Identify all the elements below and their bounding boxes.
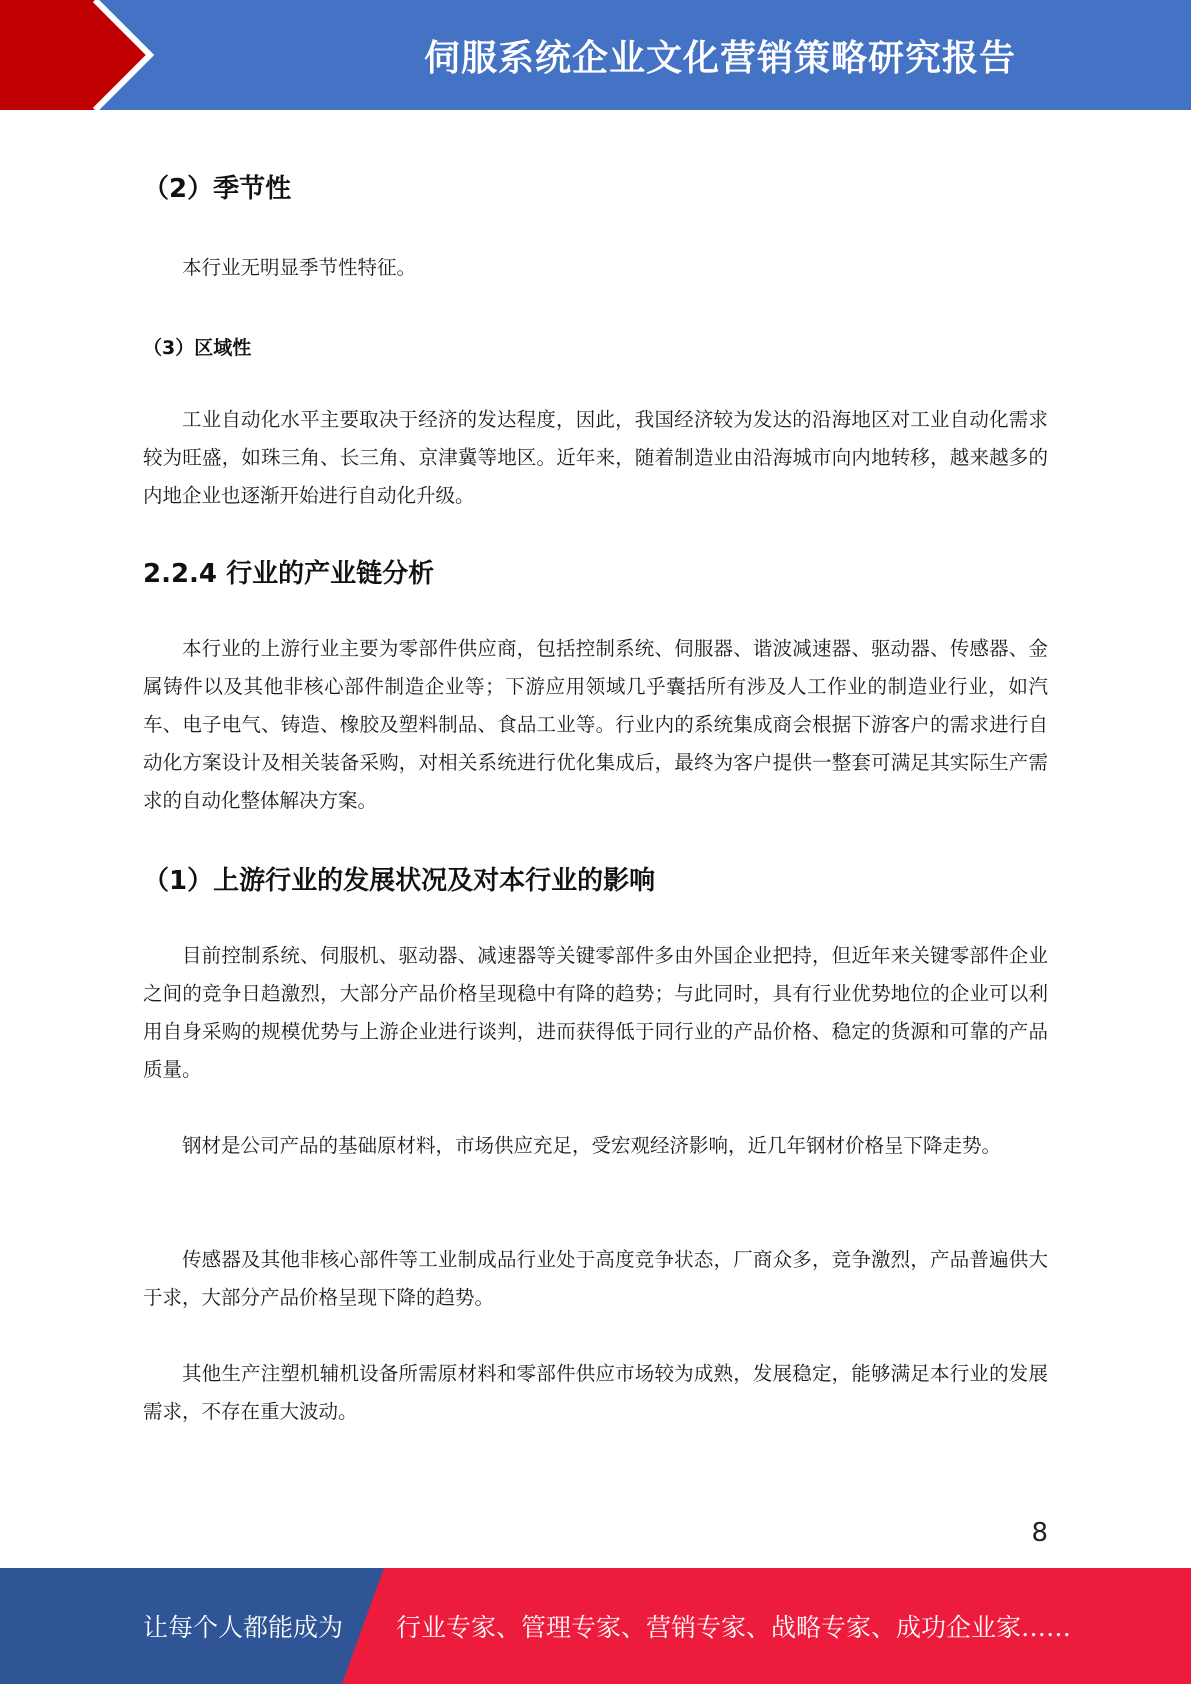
paragraph-upstream-4: 其他生产注塑机辅机设备所需原材料和零部件供应市场较为成熟，发展稳定，能够满足本行业的发展需求，不存在重大波动。 [143,1362,1048,1423]
page-number: 8 [1031,1518,1048,1548]
document-title: 伺服系统企业文化营销策略研究报告 [423,37,1016,79]
footer-banner [0,1568,1191,1684]
paragraph-industry-chain: 本行业的上游行业主要为零部件供应商，包括控制系统、伺服器、谐波减速器、驱动器、传感器、金属铸件以及其他非核心部件制造企业等；下游应用领域几乎囊括所有涉及人工作业的制造业行业，如汽车、电子电气、铸造、橡胶及塑料制品、食品工业等。行业内的系统集成商会根据下游客户的需求进行自动化方案设计及相关装备采购，对相关系统进行优化集成后，最终为客户提供一整套可满足其实际生产需求的自动化整体解决方案。 [143,637,1048,812]
paragraph-regional: 工业自动化水平主要取决于经济的发达程度，因此，我国经济较为发达的沿海地区对工业自动化需求较为旺盛，如珠三角、长三角、京津冀等地区。近年来，随着制造业由沿海城市向内地转移，越来越多的内地企业也逐渐开始进行自动化升级。 [143,408,1048,507]
footer-slogan-right: 行业专家、管理专家、营销专家、战略专家、成功企业家…… [396,1613,1072,1642]
heading-upstream: （1）上游行业的发展状况及对本行业的影响 [143,866,656,896]
paragraph-upstream-2: 钢材是公司产品的基础原材料，市场供应充足，受宏观经济影响，近几年钢材价格呈下降走势。 [182,1134,1002,1157]
footer-slogan-left: 让每个人都能成为 [143,1613,344,1642]
heading-industry-chain: 2.2.4 行业的产业链分析 [143,559,435,589]
header-banner [0,0,1191,110]
heading-seasonality: （2）季节性 [143,174,292,204]
paragraph-upstream-1: 目前控制系统、伺服机、驱动器、减速器等关键零部件多由外国企业把持，但近年来关键零部件企业之间的竞争日趋激烈，大部分产品价格呈现稳中有降的趋势；与此同时，具有行业优势地位的企业可以利用自身采购的规模优势与上游企业进行谈判，进而获得低于同行业的产品价格、稳定的货源和可靠的产品质量。 [143,944,1048,1081]
paragraph-upstream-3: 传感器及其他非核心部件等工业制成品行业处于高度竞争状态，厂商众多，竞争激烈，产品普遍供大于求，大部分产品价格呈现下降的趋势。 [143,1248,1048,1309]
heading-regional: （3）区域性 [143,337,252,359]
paragraph-seasonality: 本行业无明显季节性特征。 [182,256,417,279]
